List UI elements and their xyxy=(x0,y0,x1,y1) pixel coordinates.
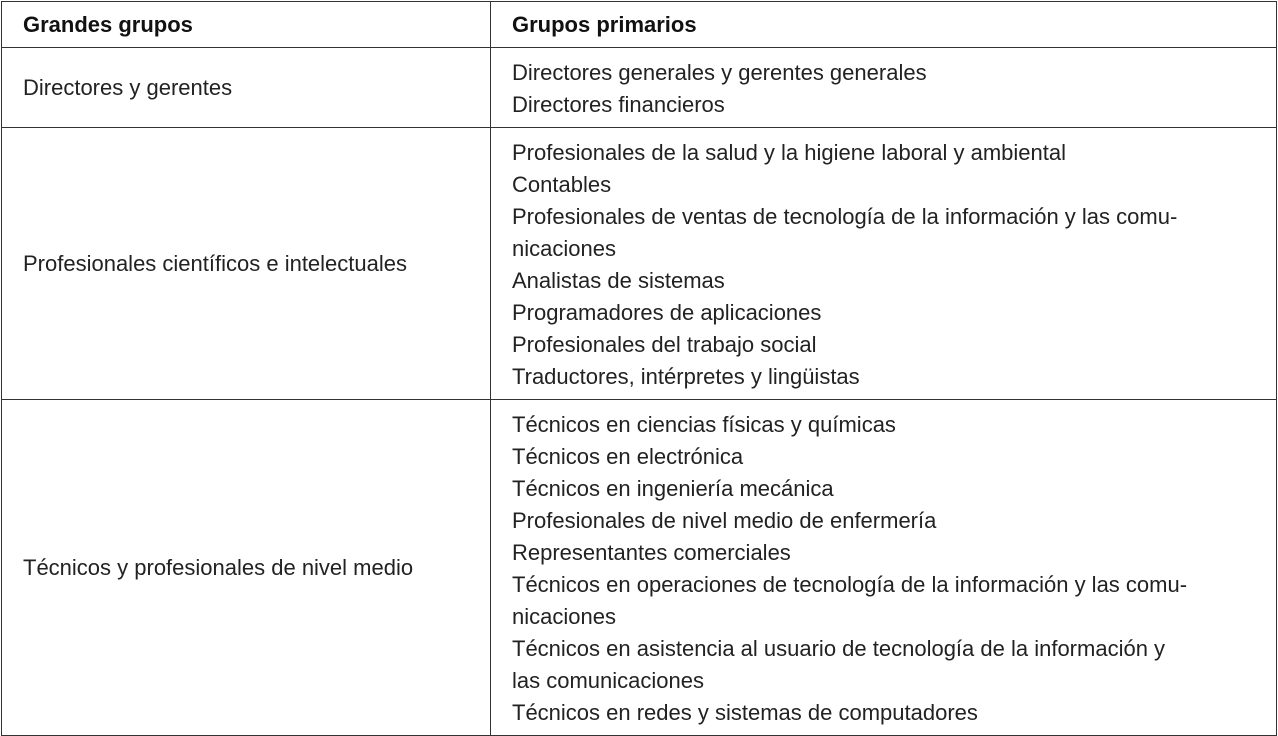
header-primary-groups: Grupos primarios xyxy=(491,2,1277,48)
major-group-cell: Directores y gerentes xyxy=(2,48,491,128)
primary-group-line: Profesionales de ventas de tecnología de la información y las comu- xyxy=(512,204,1178,229)
table-row xyxy=(2,128,1277,400)
header-major-groups: Grandes grupos xyxy=(2,2,491,48)
primary-group-line: Representantes comerciales xyxy=(512,540,791,565)
major-group-cell: Técnicos y profesionales de nivel medio xyxy=(2,400,491,736)
primary-group-line: Profesionales del trabajo social xyxy=(512,332,817,357)
primary-group-line: Directores financieros xyxy=(512,92,725,117)
primary-group-line: Profesionales de la salud y la higiene laboral y ambiental xyxy=(512,140,1067,165)
primary-group-line: Profesionales de nivel medio de enfermería xyxy=(512,508,937,533)
primary-groups-cell xyxy=(491,400,1277,736)
primary-groups-cell xyxy=(491,48,1277,128)
primary-group-line: nicaciones xyxy=(512,236,616,261)
primary-group-line: Técnicos en asistencia al usuario de tecnología de la información y xyxy=(512,636,1166,661)
primary-group-line: Técnicos en ingeniería mecánica xyxy=(512,476,834,501)
primary-group-line: Contables xyxy=(512,172,612,197)
primary-group-line: Directores generales y gerentes generales xyxy=(512,60,927,85)
primary-groups-cell xyxy=(491,128,1277,400)
primary-group-line: las comunicaciones xyxy=(512,668,704,693)
primary-group-line: Traductores, intérpretes y lingüistas xyxy=(512,364,860,389)
primary-group-line: Analistas de sistemas xyxy=(512,268,725,293)
major-group-cell: Profesionales científicos e intelectuales xyxy=(2,128,491,400)
table-row xyxy=(2,400,1277,736)
primary-group-line: nicaciones xyxy=(512,604,616,629)
primary-group-line: Técnicos en ciencias físicas y químicas xyxy=(512,412,896,437)
primary-group-line: Técnicos en redes y sistemas de computadores xyxy=(512,700,978,725)
primary-group-line: Técnicos en operaciones de tecnología de la información y las comu- xyxy=(512,572,1188,597)
occupation-groups-table xyxy=(1,1,1277,736)
table-row xyxy=(2,48,1277,128)
primary-group-line: Técnicos en electrónica xyxy=(512,444,744,469)
primary-group-line: Programadores de aplicaciones xyxy=(512,300,822,325)
table-header-row xyxy=(2,2,1277,48)
